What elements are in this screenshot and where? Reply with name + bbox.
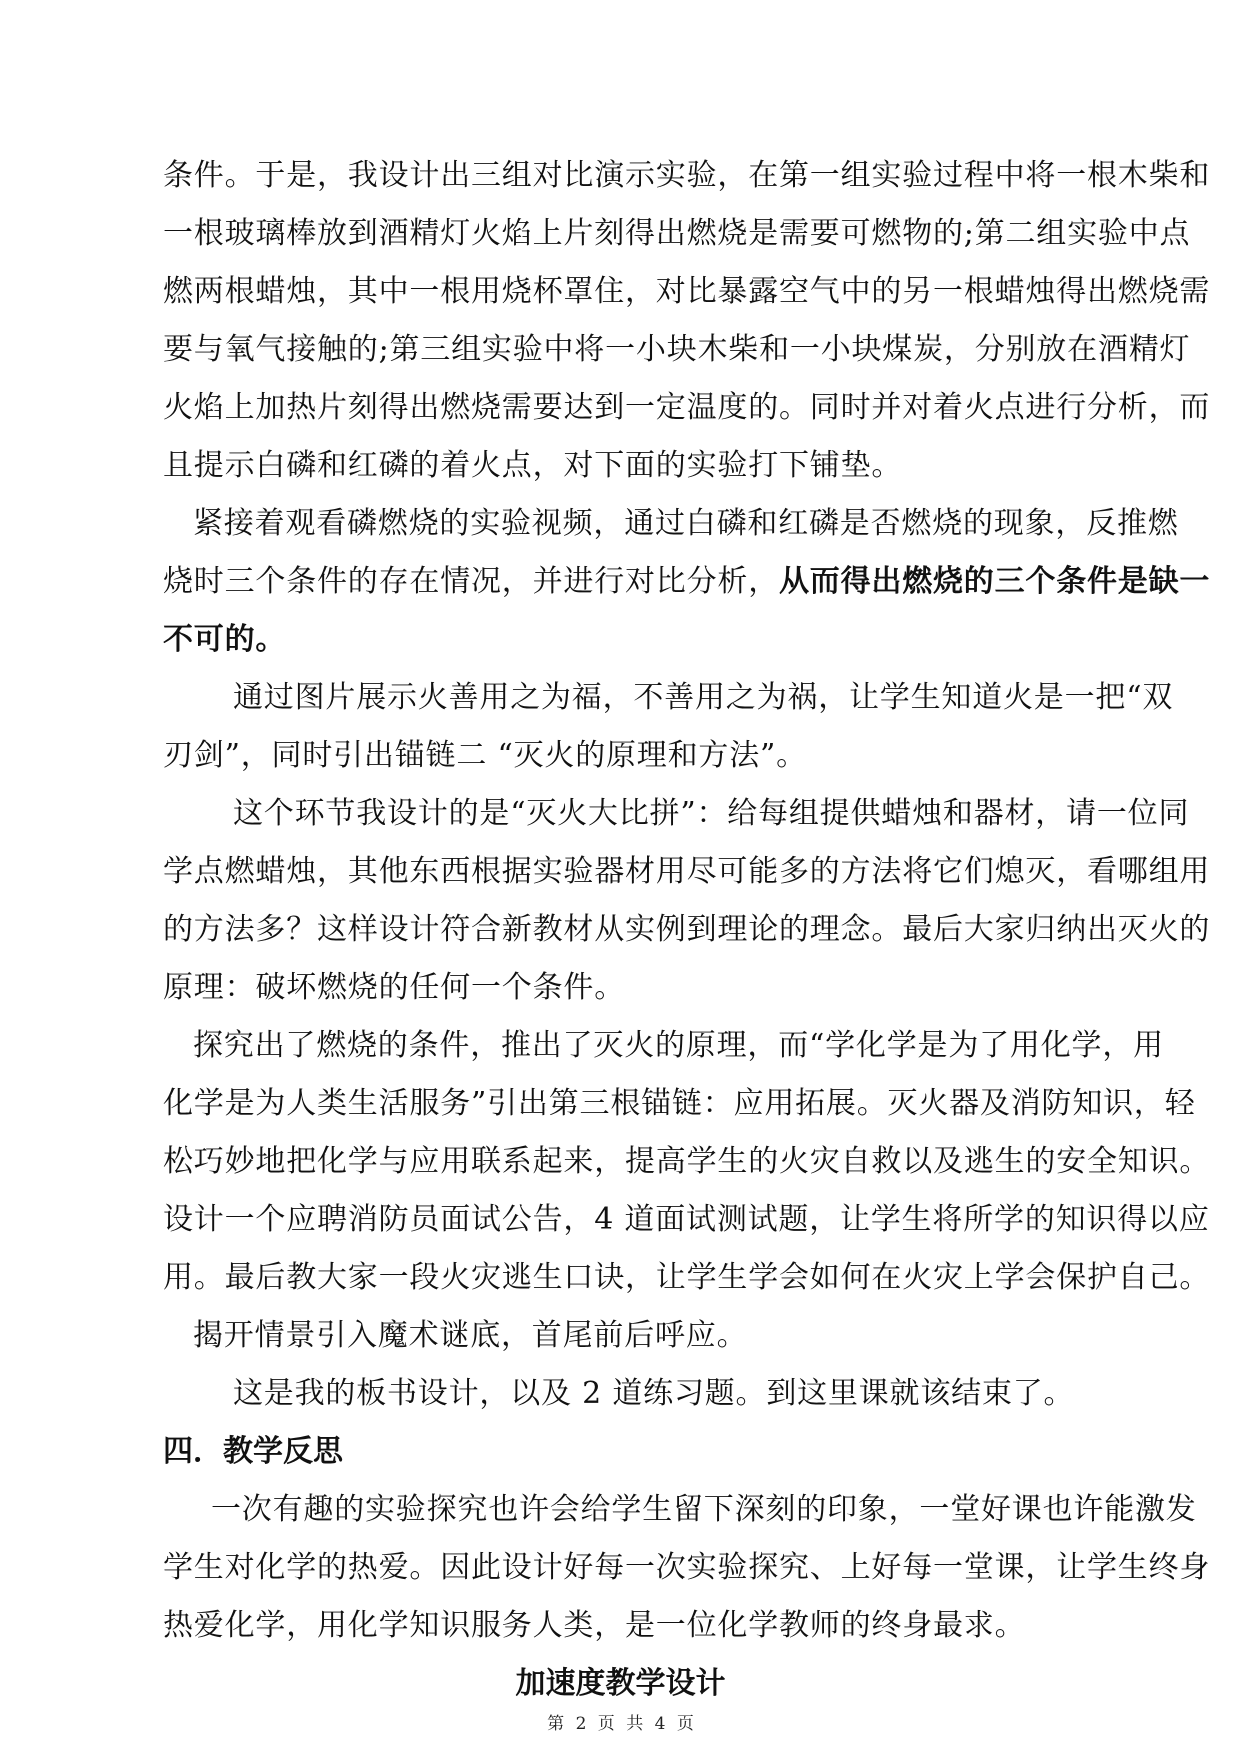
reflection-line-2: 学生对化学的热爱。因此设计好每一次实验探究、上好每一堂课，让学生终身	[163, 1550, 1211, 1585]
paragraph-2-line-1: 紧接着观看磷燃烧的实验视频，通过白磷和红磷是否燃烧的现象，反推燃	[193, 506, 1179, 541]
paragraph-5-line-5: 用。最后教大家一段火灾逃生口诀，让学生学会如何在火灾上学会保护自己。	[163, 1260, 1211, 1295]
reflection-line-3: 热爱化学，用化学知识服务人类，是一位化学教师的终身最求。	[163, 1608, 1026, 1643]
paragraph-1-line-5: 火焰上加热片刻得出燃烧需要达到一定温度的。同时并对着火点进行分析，而	[163, 390, 1211, 425]
paragraph-6: 揭开情景引入魔术谜底，首尾前后呼应。	[193, 1318, 748, 1353]
paragraph-3-line-1: 通过图片展示火善用之为福，不善用之为祸，让学生知道火是一把“双	[233, 680, 1174, 715]
paragraph-2-line-2-bold: 从而得出燃烧的三个条件是缺一	[779, 564, 1211, 599]
paragraph-2-line-2	[163, 562, 1211, 602]
reflection-line-1: 一次有趣的实验探究也许会给学生留下深刻的印象，一堂好课也许能激发	[211, 1492, 1197, 1527]
paragraph-5-line-1: 探究出了燃烧的条件，推出了灭火的原理，而“学化学是为了用化学，用	[193, 1028, 1164, 1063]
next-section-title: 加速度教学设计	[515, 1666, 726, 1701]
paragraph-1-line-2: 一根玻璃棒放到酒精灯火焰上片刻得出燃烧是需要可燃物的;第二组实验中点	[163, 216, 1191, 251]
paragraph-7: 这是我的板书设计，以及 2 道练习题。到这里课就该结束了。	[233, 1376, 1075, 1411]
paragraph-1-line-4: 要与氧气接触的;第三组实验中将一小块木柴和一小块煤炭，分别放在酒精灯	[163, 332, 1191, 367]
paragraph-1-line-1: 条件。于是，我设计出三组对比演示实验，在第一组实验过程中将一根木柴和	[163, 158, 1211, 193]
paragraph-4-line-3: 的方法多？这样设计符合新教材从实例到理论的理念。最后大家归纳出灭火的	[163, 912, 1211, 947]
paragraph-5-line-3: 松巧妙地把化学与应用联系起来，提高学生的火灾自救以及逃生的安全知识。	[163, 1144, 1211, 1179]
paragraph-3-line-2: 刃剑”，同时引出锚链二 “灭火的原理和方法”。	[163, 738, 807, 773]
paragraph-2-line-2-normal: 烧时三个条件的存在情况，并进行对比分析，	[163, 564, 779, 599]
paragraph-5-line-4: 设计一个应聘消防员面试公告，4 道面试测试题，让学生将所学的知识得以应	[163, 1202, 1210, 1237]
paragraph-4-line-1: 这个环节我设计的是“灭火大比拼”：给每组提供蜡烛和器材，请一位同	[233, 796, 1190, 831]
section-heading-reflection: 四．教学反思	[163, 1434, 343, 1469]
paragraph-5-line-2: 化学是为人类生活服务”引出第三根锚链：应用拓展。灭火器及消防知识，轻	[163, 1086, 1196, 1121]
page-footer: 第 2 页 共 4 页	[547, 1714, 694, 1734]
paragraph-2-line-3: 不可的。	[163, 622, 287, 657]
paragraph-1-line-6: 且提示白磷和红磷的着火点，对下面的实验打下铺垫。	[163, 448, 903, 483]
paragraph-4-line-2: 学点燃蜡烛，其他东西根据实验器材用尽可能多的方法将它们熄灭，看哪组用	[163, 854, 1211, 889]
paragraph-4-line-4: 原理：破坏燃烧的任何一个条件。	[163, 970, 625, 1005]
paragraph-1-line-3: 燃两根蜡烛，其中一根用烧杯罩住，对比暴露空气中的另一根蜡烛得出燃烧需	[163, 274, 1211, 309]
